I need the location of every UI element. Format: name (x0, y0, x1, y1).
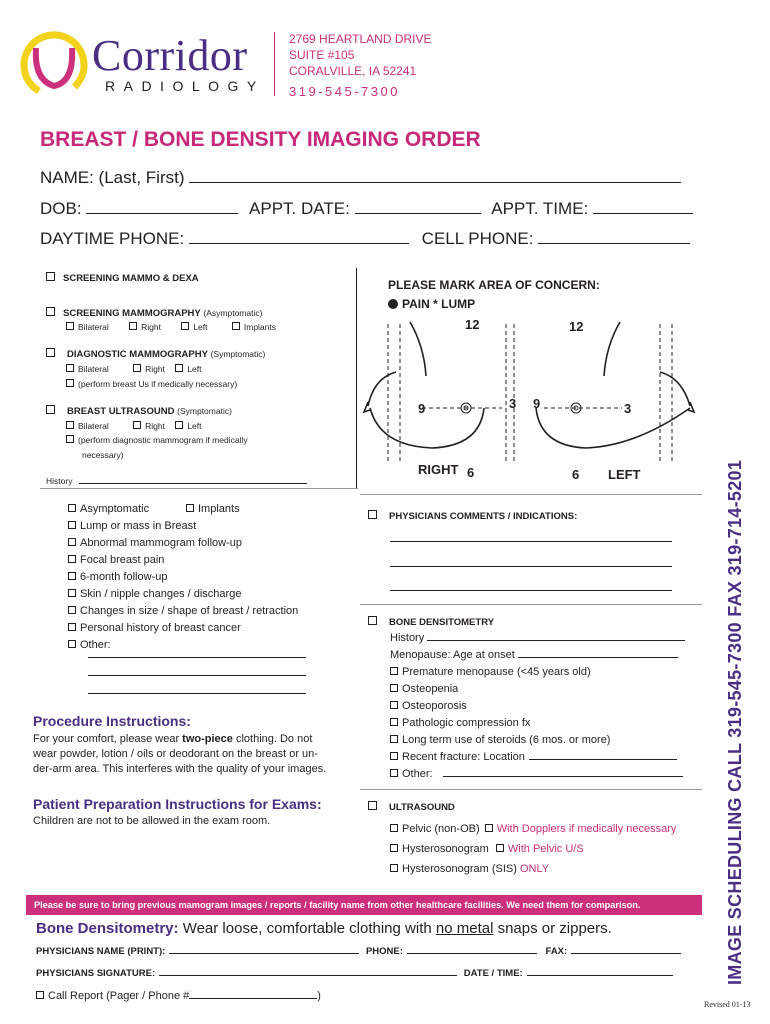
other-line[interactable] (88, 693, 306, 694)
physician-name-field[interactable] (169, 953, 359, 954)
procedure-heading: Procedure Instructions: (33, 713, 191, 729)
screening-right[interactable]: Right (129, 322, 161, 332)
procedure-text-line3: der-arm area. This interferes with the quality of your images. (33, 763, 327, 775)
physician-signature-field[interactable] (159, 975, 457, 976)
checkbox[interactable] (46, 405, 55, 414)
left-breast-curve (536, 408, 690, 448)
history-field[interactable] (46, 476, 307, 486)
prep-heading: Patient Preparation Instructions for Exams: (33, 796, 322, 812)
diagnostic-side-options (66, 364, 202, 374)
checkbox[interactable] (46, 272, 55, 281)
screening-mammo-option[interactable]: SCREENING MAMMOGRAPHY (Asymptomatic) (46, 307, 262, 319)
bone-item[interactable]: Premature menopause (<45 years old) (390, 666, 591, 678)
cell-phone-label: CELL PHONE: (421, 229, 534, 248)
history-item[interactable]: Changes in size / shape of breast / retraction (68, 605, 298, 617)
comments-line[interactable] (390, 566, 672, 567)
clock-right-12: 12 (465, 317, 480, 332)
physician-date-field[interactable] (527, 975, 673, 976)
daytime-phone-field[interactable] (189, 243, 409, 244)
breast-diagram[interactable] (360, 316, 700, 486)
name-label: NAME: (Last, First) (40, 168, 185, 187)
dob-label: DOB: (40, 199, 82, 218)
diagnostic-extra-option[interactable]: (perform breast Us if medically necessary) (66, 379, 237, 389)
comments-line[interactable] (390, 541, 672, 542)
right-label: RIGHT (418, 462, 459, 477)
us-hystero-option[interactable]: Hysterosonogram With Pelvic U/S (390, 843, 584, 855)
revised-date: Revised 01-13 (704, 1000, 751, 1009)
physician-phone-field[interactable] (407, 953, 537, 954)
screening-left[interactable]: Left (181, 322, 207, 332)
bone-item[interactable]: Osteoporosis (390, 700, 467, 712)
comments-line[interactable] (390, 590, 672, 591)
appt-time-field[interactable] (593, 213, 693, 214)
screening-side-options (66, 322, 276, 332)
history-item[interactable]: Personal history of breast cancer (68, 622, 241, 634)
clock-left-3: 3 (624, 401, 632, 416)
clock-right-3: 3 (509, 396, 517, 411)
history-item[interactable]: 6-month follow-up (68, 571, 167, 583)
us-sis-option[interactable]: Hysterosonogram (SIS) ONLY (390, 863, 549, 875)
other-line[interactable] (88, 675, 306, 676)
history-implants[interactable]: Implants (186, 503, 240, 515)
dot-icon (388, 299, 398, 309)
history-item[interactable]: Focal breast pain (68, 554, 164, 566)
bone-item-fracture[interactable]: Recent fracture: Location (390, 751, 677, 763)
header-divider (274, 32, 275, 96)
header-phone: 319-545-7300 (289, 84, 400, 99)
logo-subtitle: RADIOLOGY (105, 78, 265, 94)
bone-densitometry-option[interactable]: BONE DENSITOMETRY (368, 616, 494, 628)
history-item[interactable]: Abnormal mammogram follow-up (68, 537, 242, 549)
clock-left-6: 6 (572, 467, 580, 482)
appt-date-field[interactable] (355, 213, 481, 214)
comments-option[interactable]: PHYSICIANS COMMENTS / INDICATIONS: (368, 510, 577, 522)
ultrasound-extra-line2: necessary) (82, 450, 124, 460)
right-breast-curve (370, 408, 484, 448)
checkbox[interactable] (46, 307, 55, 316)
clock-right-9: 9 (418, 401, 426, 416)
comparison-banner: Please be sure to bring previous mamogram images / reports / facility name from other healthcare facilities. We need them for comparison. (26, 895, 702, 915)
call-report-option[interactable]: Call Report (Pager / Phone # ) (36, 990, 321, 1002)
us-top-line (360, 789, 702, 790)
address-line-3: CORALVILLE, IA 52241 (289, 64, 417, 78)
ultrasound-side-options (66, 421, 202, 431)
diagram-title: PLEASE MARK AREA OF CONCERN: (388, 278, 600, 292)
bone-history-field[interactable]: History (390, 632, 685, 644)
procedure-text-line2: wear powder, lotion / oils or deodorant on the breast or un- (33, 748, 318, 760)
diagram-legend: PAIN * LUMP (388, 297, 475, 311)
screening-dexa-option[interactable]: SCREENING MAMMO & DEXA (46, 272, 199, 284)
column-divider (356, 268, 357, 488)
scheduling-side-text: IMAGE SCHEDULING CALL 319-545-7300 FAX 319-714-5201 (725, 459, 745, 985)
left-label: LEFT (608, 467, 641, 482)
physician-fax-field[interactable] (571, 953, 681, 954)
dob-field[interactable] (86, 213, 238, 214)
ultrasound-bilateral[interactable]: Bilateral (66, 421, 109, 431)
patient-date-row (40, 199, 693, 219)
history-asymptomatic[interactable]: Asymptomatic (68, 503, 149, 515)
prep-text: Children are not to be allowed in the exam room. (33, 815, 271, 827)
ultrasound-right[interactable]: Right (133, 421, 165, 431)
ultrasound-left[interactable]: Left (175, 421, 201, 431)
bone-item-other[interactable]: Other: (390, 768, 683, 780)
diagnostic-left[interactable]: Left (175, 364, 201, 374)
section-divider (40, 488, 358, 489)
bone-item[interactable]: Long term use of steroids (6 mos. or more) (390, 734, 610, 746)
cell-phone-field[interactable] (538, 243, 690, 244)
checkbox[interactable] (46, 348, 55, 357)
patient-name-field[interactable] (40, 168, 681, 188)
bone-top-line (360, 604, 702, 605)
daytime-phone-label: DAYTIME PHONE: (40, 229, 185, 248)
patient-phone-row (40, 229, 690, 249)
logo-mark-icon (20, 30, 90, 100)
right-breast-outline (410, 322, 426, 376)
screening-implants[interactable]: Implants (232, 322, 276, 332)
clock-left-9: 9 (533, 396, 541, 411)
clock-right-6: 6 (467, 465, 475, 480)
history-label: History (46, 476, 73, 486)
comments-top-line (360, 494, 702, 495)
procedure-text-line1: For your comfort, please wear two-piece clothing. Do not (33, 733, 313, 745)
clock-left-12: 12 (569, 319, 584, 334)
physician-name-row: PHYSICIANS NAME (PRINT): PHONE: FAX: (36, 946, 681, 957)
screening-bilateral[interactable]: Bilateral (66, 322, 109, 332)
address-line-1: 2769 HEARTLAND DRIVE (289, 32, 432, 46)
bone-item[interactable]: Osteopenia (390, 683, 458, 695)
ultrasound-option[interactable]: ULTRASOUND (368, 801, 455, 813)
bone-menopause-field[interactable]: Menopause: Age at onset (390, 649, 678, 661)
bone-note: Bone Densitometry: Wear loose, comfortable clothing with no metal snaps or zippers. (36, 920, 612, 937)
ultrasound-extra-option[interactable]: (perform diagnostic mammogram if medically (66, 435, 248, 445)
diagnostic-right[interactable]: Right (133, 364, 165, 374)
breast-ultrasound-option[interactable]: BREAST ULTRASOUND (Symptomatic) (46, 405, 232, 417)
history-item-other[interactable]: Other: (68, 639, 111, 651)
history-item[interactable]: Lump or mass in Breast (68, 520, 196, 532)
diagnostic-mammo-option[interactable]: DIAGNOSTIC MAMMOGRAPHY (Symptomatic) (46, 348, 265, 360)
us-pelvic-option[interactable]: Pelvic (non-OB) With Dopplers if medically necessary (390, 823, 676, 835)
page-title: BREAST / BONE DENSITY IMAGING ORDER (40, 128, 481, 151)
history-item[interactable]: Skin / nipple changes / discharge (68, 588, 241, 600)
appt-date-label: APPT. DATE: (249, 199, 350, 218)
logo-name: Corridor (92, 31, 248, 80)
address-line-2: SUITE #105 (289, 48, 355, 62)
left-breast-outline (604, 322, 620, 376)
other-line[interactable] (88, 657, 306, 658)
diagnostic-bilateral[interactable]: Bilateral (66, 364, 109, 374)
physician-signature-row: PHYSICIANS SIGNATURE: DATE / TIME: (36, 968, 673, 979)
bone-item[interactable]: Pathologic compression fx (390, 717, 530, 729)
appt-time-label: APPT. TIME: (491, 199, 589, 218)
